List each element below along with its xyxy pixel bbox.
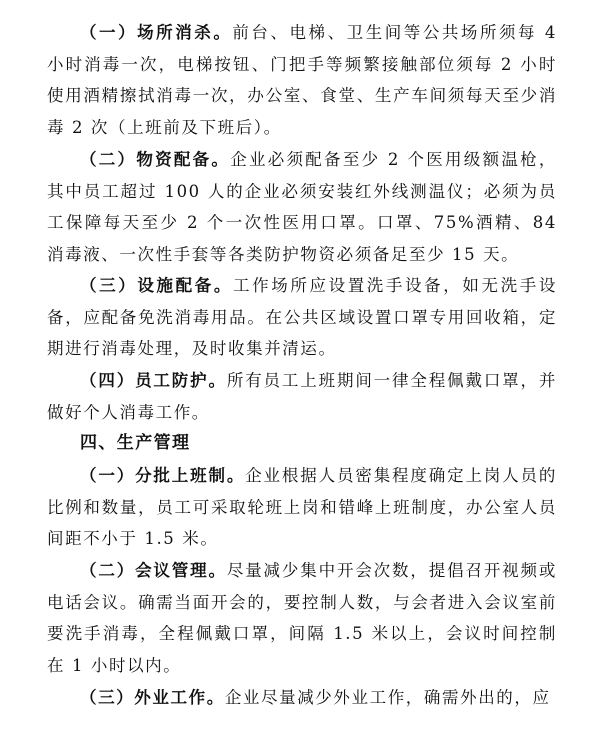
paragraph-lead: （一）分批上班制。 (80, 466, 246, 485)
paragraph-lead: （三）设施配备。 (80, 276, 233, 295)
paragraph-supplies (47, 144, 557, 270)
paragraph-lead: （三）外业工作。 (80, 688, 225, 707)
paragraph-facilities (47, 270, 557, 365)
paragraph-site-disinfection (47, 17, 557, 143)
paragraph-lead: （一）场所消杀。 (80, 23, 233, 42)
paragraph-body: 企业尽量减少外业工作，确需外出的，应 (224, 688, 551, 707)
paragraph-lead: （四）员工防护。 (80, 371, 227, 390)
paragraph-shift-work (47, 460, 557, 555)
paragraph-body: 前台、电梯、卫生间等公共场所须每 4 小时消毒一次，电梯按钮、门把手等频繁接触部位须每 2 小时使用酒精擦拭消毒一次，办公室、食堂、生产车间须每天至少消毒 2 次（上班前及下班后）。 (47, 23, 557, 137)
paragraph-meetings (47, 555, 557, 681)
paragraph-body: 企业必须配备至少 2 个医用级额温枪，其中员工超过 100 人的企业必须安装红外线测温仪；必须为员工保障每天至少 2 个一次性医用口罩。口罩、75%酒精、84 消毒液、一次性手套等各类防护物资必须备足至少 15 天。 (47, 150, 557, 264)
section-heading: 四、生产管理 (80, 433, 191, 453)
paragraph-lead: （二）物资配备。 (80, 150, 231, 169)
paragraph-field-work (47, 682, 557, 714)
paragraph-body: 所有员工上班期间一律全程佩戴口罩，并做好个人消毒工作。 (47, 371, 557, 422)
paragraph-lead: （二）会议管理。 (80, 561, 227, 580)
paragraph-body: 企业根据人员密集程度确定上岗人员的比例和数量，员工可采取轮班上岗和错峰上班制度，办公室人员间距不小于 1.5 米。 (47, 466, 557, 549)
paragraph-body: 尽量减少集中开会次数，提倡召开视频或电话会议。确需当面开会的，要控制人数，与会者进入会议室前要洗手消毒，全程佩戴口罩，间隔 1.5 米以上，会议时间控制在 1 小时以内。 (47, 561, 557, 675)
paragraph-staff-protection (47, 365, 557, 428)
paragraph-body: 工作场所应设置洗手设备，如无洗手设备，应配备免洗消毒用品。在公共区域设置口罩专用回收箱，定期进行消毒处理，及时收集并清运。 (47, 276, 557, 359)
